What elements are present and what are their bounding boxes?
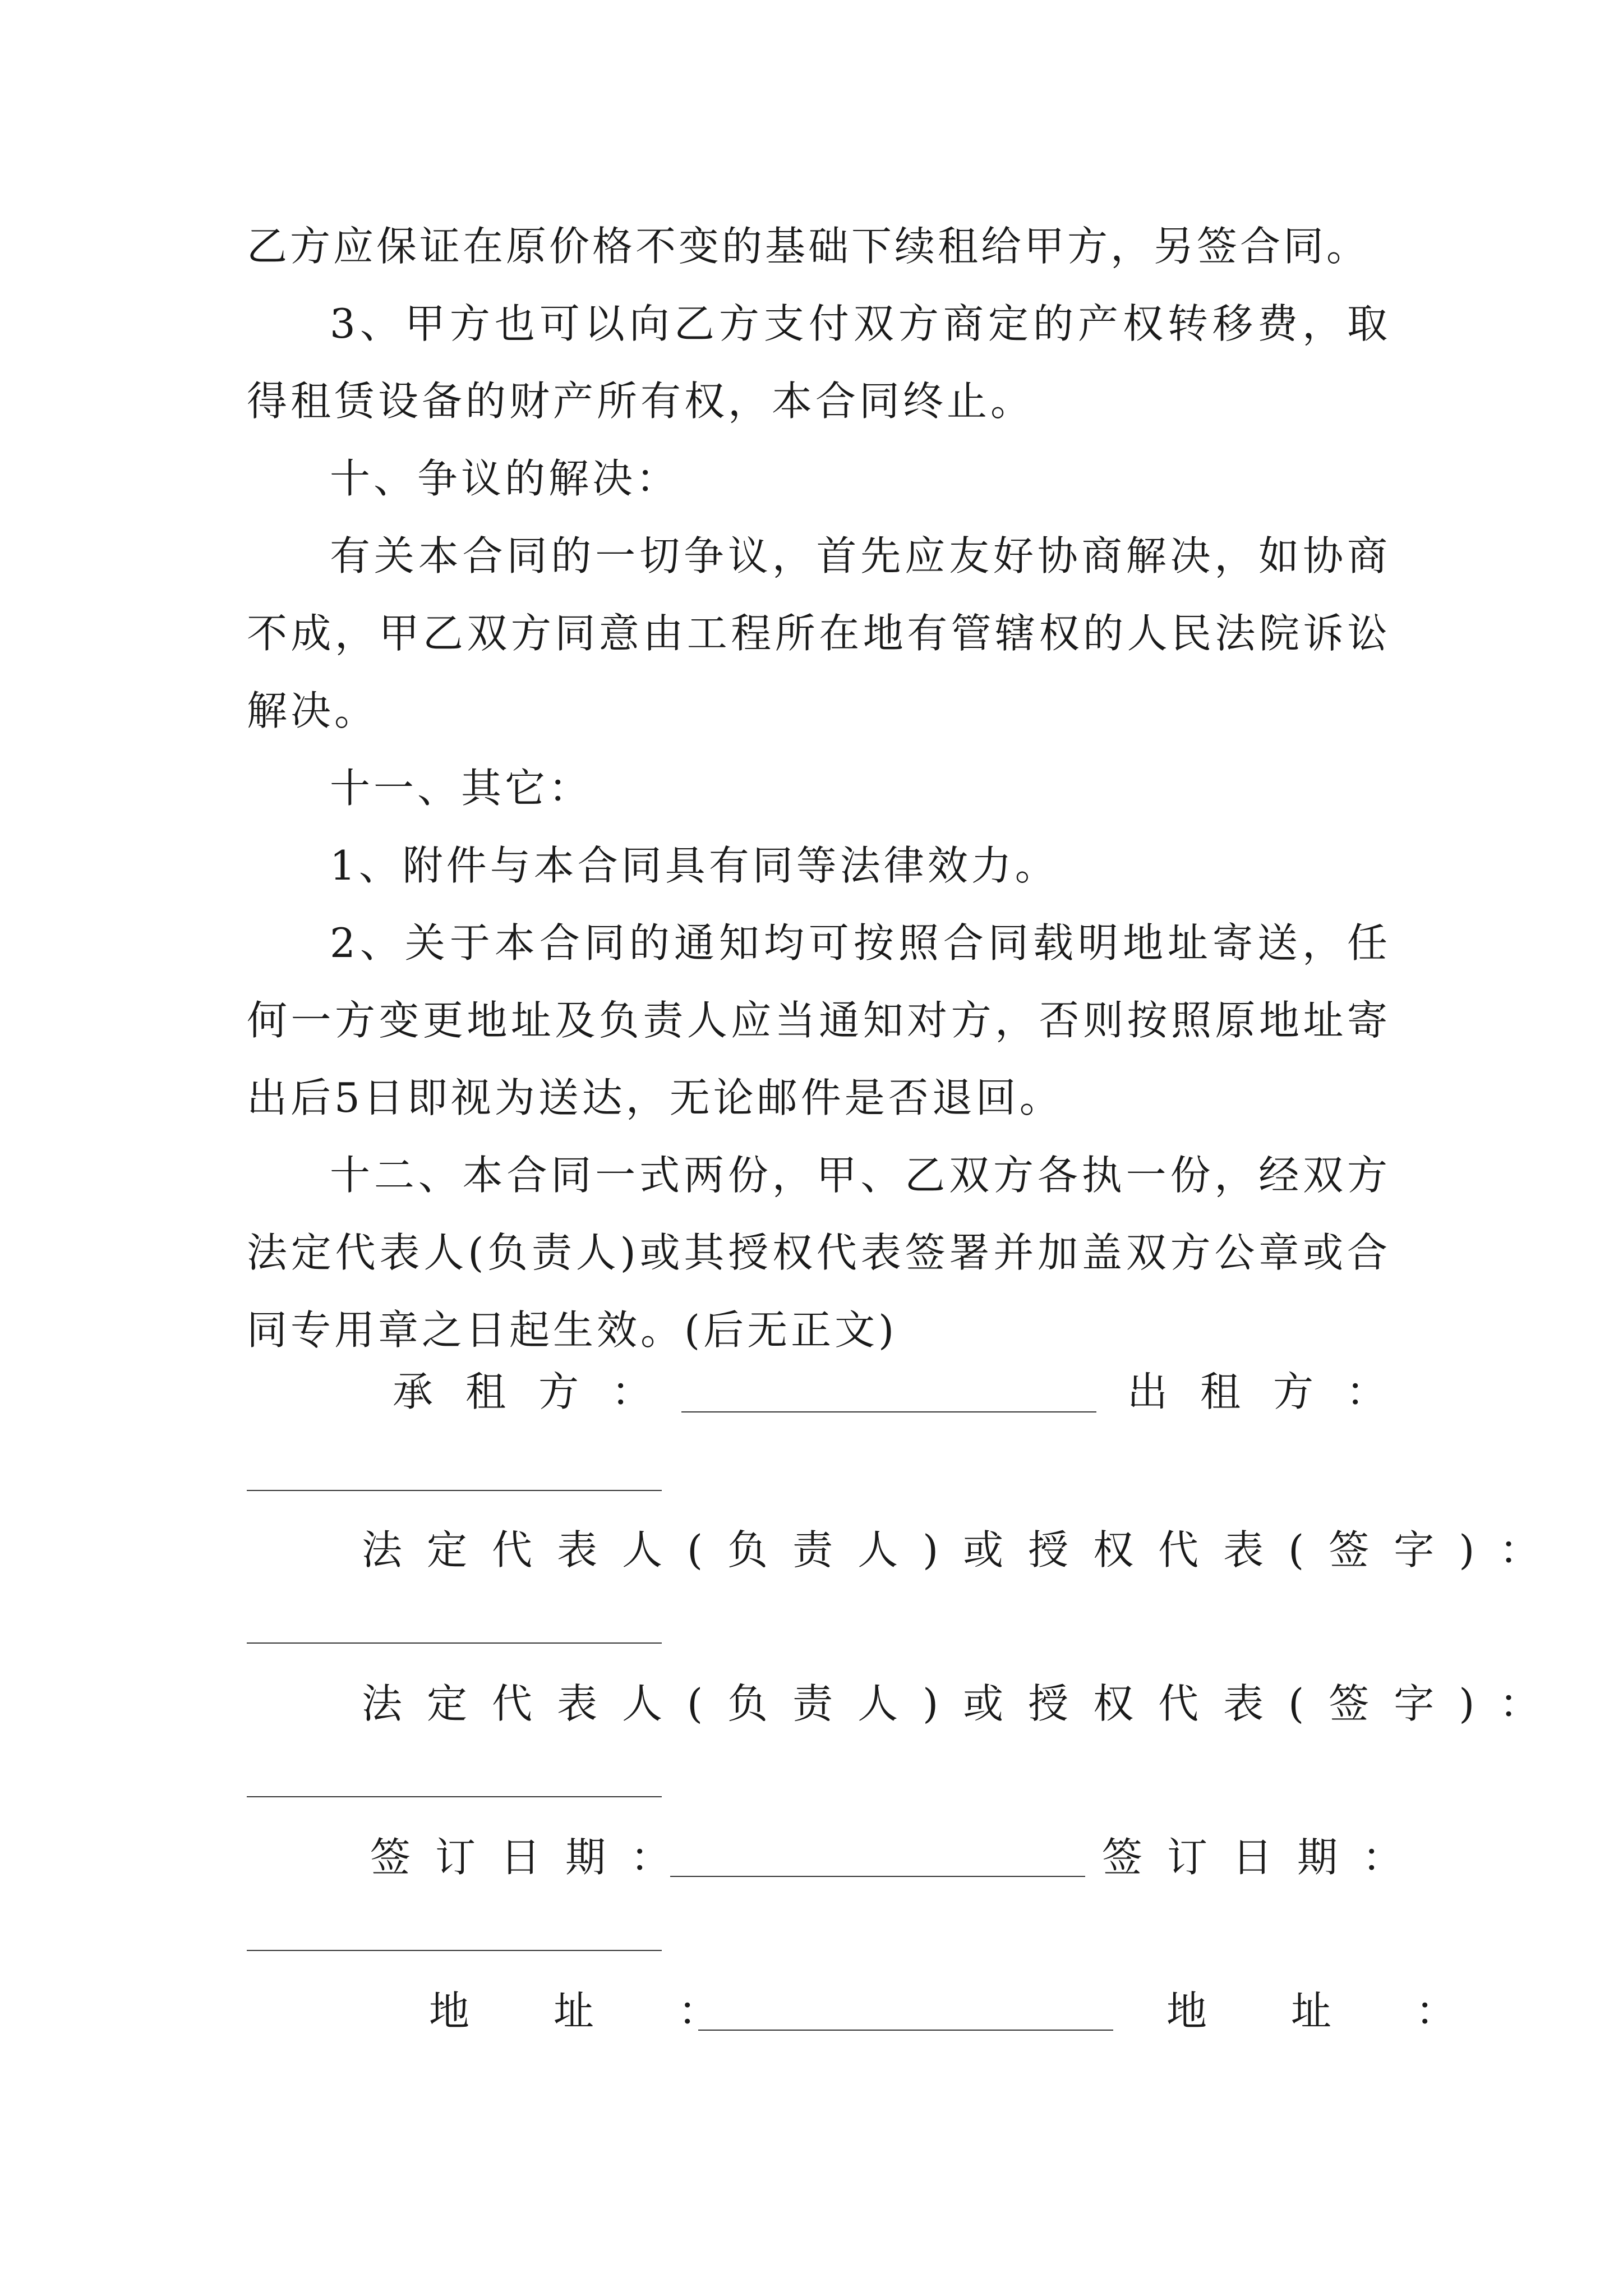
paragraph-continuation: 乙方应保证在原价格不变的基础下续租给甲方，另签合同。 bbox=[247, 223, 1370, 270]
lessee-label: 承租方： bbox=[393, 1368, 685, 1415]
rep-signature-line-1 bbox=[247, 1642, 662, 1644]
paragraph-other-2: 2、关于本合同的通知均可按照合同载明地址寄送，任何一方变更地址及负责人应当通知对方，否则按照原地址寄出后5日即视为送达，无论邮件是否退回。 bbox=[247, 919, 1391, 1121]
rep-label-2: 法定代表人(负责人)或授权代表(签字)： bbox=[362, 1680, 1565, 1727]
date-line-2 bbox=[247, 1950, 662, 1951]
paragraph-effect: 十二、本合同一式两份，甲、乙双方各执一份，经双方法定代表人(负责人)或其授权代表签署并加盖双方公章或合同专用章之日起生效。(后无正文) bbox=[247, 1152, 1391, 1354]
paragraph-dispute: 有关本合同的一切争议，首先应友好协商解决，如协商不成，甲乙双方同意由工程所在地有管辖权的人民法院诉讼解决。 bbox=[247, 532, 1391, 734]
lessor-label: 出租方： bbox=[1127, 1368, 1419, 1415]
rep-label-1: 法定代表人(负责人)或授权代表(签字)： bbox=[362, 1526, 1565, 1573]
date-label-2: 签订日期： bbox=[1102, 1834, 1428, 1881]
paragraph-other-1: 1、附件与本合同具有同等法律效力。 bbox=[330, 842, 1059, 889]
lessor-signature-line bbox=[247, 1490, 662, 1491]
address-label-1: 地址： bbox=[429, 1987, 803, 2035]
date-label-1: 签订日期： bbox=[370, 1834, 696, 1881]
section-heading-dispute: 十、争议的解决： bbox=[330, 455, 680, 502]
section-heading-other: 十一、其它： bbox=[330, 765, 593, 812]
paragraph-clause-3: 3、甲方也可以向乙方支付双方商定的产权转移费，取得租赁设备的财产所有权，本合同终止。 bbox=[247, 300, 1391, 425]
address-line-1 bbox=[698, 2030, 1113, 2031]
date-line-1 bbox=[670, 1876, 1085, 1877]
rep-signature-line-2 bbox=[247, 1796, 662, 1797]
address-label-2: 地址： bbox=[1166, 1987, 1541, 2035]
lessee-signature-line bbox=[681, 1411, 1096, 1412]
